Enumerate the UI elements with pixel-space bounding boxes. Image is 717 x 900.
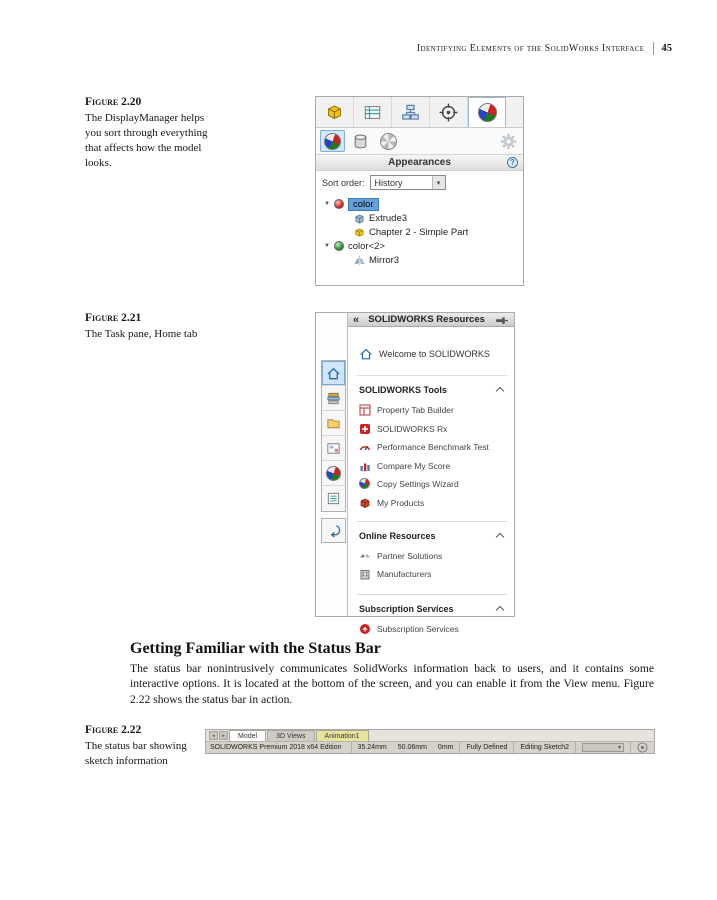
appearances-button[interactable] [320,130,345,152]
expander-icon[interactable]: ▼ [324,201,330,207]
divider [357,594,507,595]
task-pane-body [348,327,514,642]
unit-system-dropdown[interactable] [582,743,624,752]
pushpin-icon[interactable] [494,313,509,326]
task-pane [347,313,514,634]
unit-system-segment [575,742,630,753]
divider [357,375,507,376]
tab-animation1[interactable]: Animation1 [316,730,369,741]
appearance-green-icon [334,241,344,251]
strip-tab-home[interactable] [322,361,345,386]
item-solidworks-rx[interactable] [359,423,505,435]
displaymanager-subtabs [316,128,523,155]
view-palette-icon [326,441,341,456]
help-icon[interactable]: ? [507,157,518,168]
status-options-icon[interactable] [637,742,648,753]
tree-item-label: Extrude3 [369,212,408,224]
task-pane-tab-strip [321,360,346,512]
custom-properties-icon [326,491,341,506]
tab-scroll-right-icon[interactable]: ▸ [219,731,228,740]
configurationmanager-icon [401,103,420,122]
solidworks-rx-icon [359,423,371,435]
item-label: Partner Solutions [377,550,443,561]
scene-lights-button[interactable] [376,130,401,152]
item-label: Copy Settings Wizard [377,479,459,489]
dimxpert-target-icon [439,103,458,122]
task-pane-header [348,313,514,327]
tree-row-color[interactable] [316,197,523,211]
gear-icon[interactable] [500,133,517,150]
sort-order-label: Sort order: [322,177,365,188]
document-tabs [206,730,654,742]
edition-label: SOLIDWORKS Premium 2018 x64 Edition [210,744,342,751]
divider [357,521,507,522]
status-bar [206,742,654,753]
dropdown-arrow-icon: ▾ [617,745,621,751]
strip-tab-appearances[interactable] [322,461,345,486]
mirror-icon [354,255,365,266]
tree-item-label: Chapter 2 - Simple Part [369,226,469,238]
tree-item-label: color<2> [348,240,385,252]
display-manager-screenshot [315,96,524,286]
body-paragraph: The status bar nonintrusively communicates SolidWorks information back to users, and it contains some interactive options. It is located at the bottom of the screen, and you can enable it from the View menu. Figure 2.22 shows the status bar in action. [130,662,654,706]
section-solidworks-tools[interactable]: SOLIDWORKS Tools [359,385,505,395]
section-subscription-services[interactable]: Subscription Services [359,604,505,614]
item-compare-my-score[interactable] [359,460,505,472]
collapse-chevrons-icon[interactable]: « [353,313,360,326]
tab-featuremanager[interactable] [316,97,354,127]
section-heading: Getting Familiar with the Status Bar [130,640,381,657]
tree-row-mirror3[interactable] [316,253,523,267]
appearances-icon [324,133,341,150]
tab-dimxpertmanager[interactable] [430,97,468,127]
appearances-header-label: Appearances [388,157,451,168]
sort-order-row [316,171,523,194]
figure-caption-text: The DisplayManager helps you sort through everything that affects how the model looks. [85,112,208,169]
handshake-icon [359,550,371,562]
expander-icon[interactable]: ▼ [324,243,330,249]
design-library-icon [326,391,341,406]
coordinates-readout [351,742,460,753]
tab-propertymanager[interactable] [354,97,392,127]
figure-label: Figure 2.21 [85,312,142,324]
bar-chart-icon [359,460,371,472]
item-label: My Products [377,497,425,508]
task-pane-screenshot [315,312,515,634]
tree-row-part[interactable] [316,225,523,239]
item-property-tab-builder[interactable] [359,404,505,416]
sort-order-dropdown[interactable] [370,175,446,190]
status-options-segment [630,742,654,753]
running-head [417,42,672,55]
back-arrow-icon [326,523,341,538]
sort-order-value: History [374,177,403,188]
item-label: Subscription Services [377,624,459,634]
item-label: Performance Benchmark Test [377,442,489,452]
tree-item-label: Mirror3 [369,254,400,266]
tab-3d-views[interactable]: 3D Views [267,730,314,741]
running-head-divider [653,42,654,55]
subscription-services-icon [359,623,371,635]
home-icon [359,347,373,361]
figure-caption-text: The status bar showing sketch information [85,740,187,767]
tree-item-label: color [348,198,379,211]
z-coordinate: 0mm [437,744,454,751]
decals-cylinder-icon [352,133,369,150]
item-subscription-services[interactable] [359,623,505,635]
sketch-state: Fully Defined [459,742,513,753]
task-pane-title: SOLIDWORKS Resources [368,314,485,325]
displaymanager-sphere-icon [478,103,497,122]
my-products-icon [359,497,371,509]
item-performance-benchmark-test[interactable] [359,441,505,453]
decals-button[interactable] [348,130,373,152]
item-partner-solutions[interactable] [359,550,505,562]
chevron-up-icon[interactable] [496,532,504,540]
chevron-up-icon[interactable] [496,606,504,614]
part-icon [354,227,365,238]
running-head-title: Identifying Elements of the SolidWorks Interface [416,43,645,54]
appearances-tree [316,194,523,267]
item-label: Compare My Score [377,460,451,471]
propertymanager-icon [363,103,382,122]
status-bar-screenshot [205,729,655,754]
item-label: Property Tab Builder [377,405,454,415]
appearances-panel-header [316,155,523,171]
item-label: SOLIDWORKS Rx [377,423,448,434]
strip-tab-design-library[interactable] [322,386,345,411]
home-icon [326,366,341,381]
copy-settings-wizard-icon [359,478,371,490]
dropdown-arrow-icon: ▾ [432,176,445,189]
section-online-resources[interactable]: Online Resources [359,531,505,541]
strip-tab-custom-properties[interactable] [322,486,345,511]
chevron-up-icon[interactable] [496,387,504,395]
figure-2-20-caption [85,95,217,171]
featuremanager-icon [325,103,344,122]
extrude-icon [354,213,365,224]
folder-icon [326,416,341,431]
benchmark-gauge-icon [359,441,371,453]
tab-displaymanager[interactable] [468,97,506,127]
tree-row-color2[interactable] [316,239,523,253]
x-coordinate: 35.24mm [357,744,387,751]
y-coordinate: 50.06mm [397,744,427,751]
figure-2-21-caption [85,311,235,342]
strip-tab-back[interactable] [321,518,346,543]
item-label: Manufacturers [377,569,432,579]
appearance-red-icon [334,199,344,209]
scene-lights-icon [380,133,397,150]
figure-2-22-caption [85,723,217,769]
figure-caption-text: The Task pane, Home tab [85,328,198,340]
tab-model[interactable]: Model [229,730,266,741]
tree-row-extrude3[interactable] [316,211,523,225]
figure-label: Figure 2.22 [85,724,142,736]
welcome-label: Welcome to SOLIDWORKS [379,349,490,359]
manager-pane-tabs [316,97,523,128]
strip-tab-file-explorer[interactable] [322,411,345,436]
tab-configurationmanager[interactable] [392,97,430,127]
item-copy-settings-wizard[interactable] [359,478,505,490]
strip-tab-view-palette[interactable] [322,436,345,461]
welcome-link[interactable] [359,347,505,361]
building-icon [359,568,371,580]
item-my-products[interactable] [359,497,505,509]
property-tab-builder-icon [359,404,371,416]
editing-indicator: Editing Sketch2 [513,742,575,753]
appearances-icon [326,466,341,481]
item-manufacturers[interactable] [359,568,505,580]
tab-scroll-left-icon[interactable]: ◂ [209,731,218,740]
page-number: 45 [661,43,672,54]
figure-label: Figure 2.20 [85,96,142,108]
